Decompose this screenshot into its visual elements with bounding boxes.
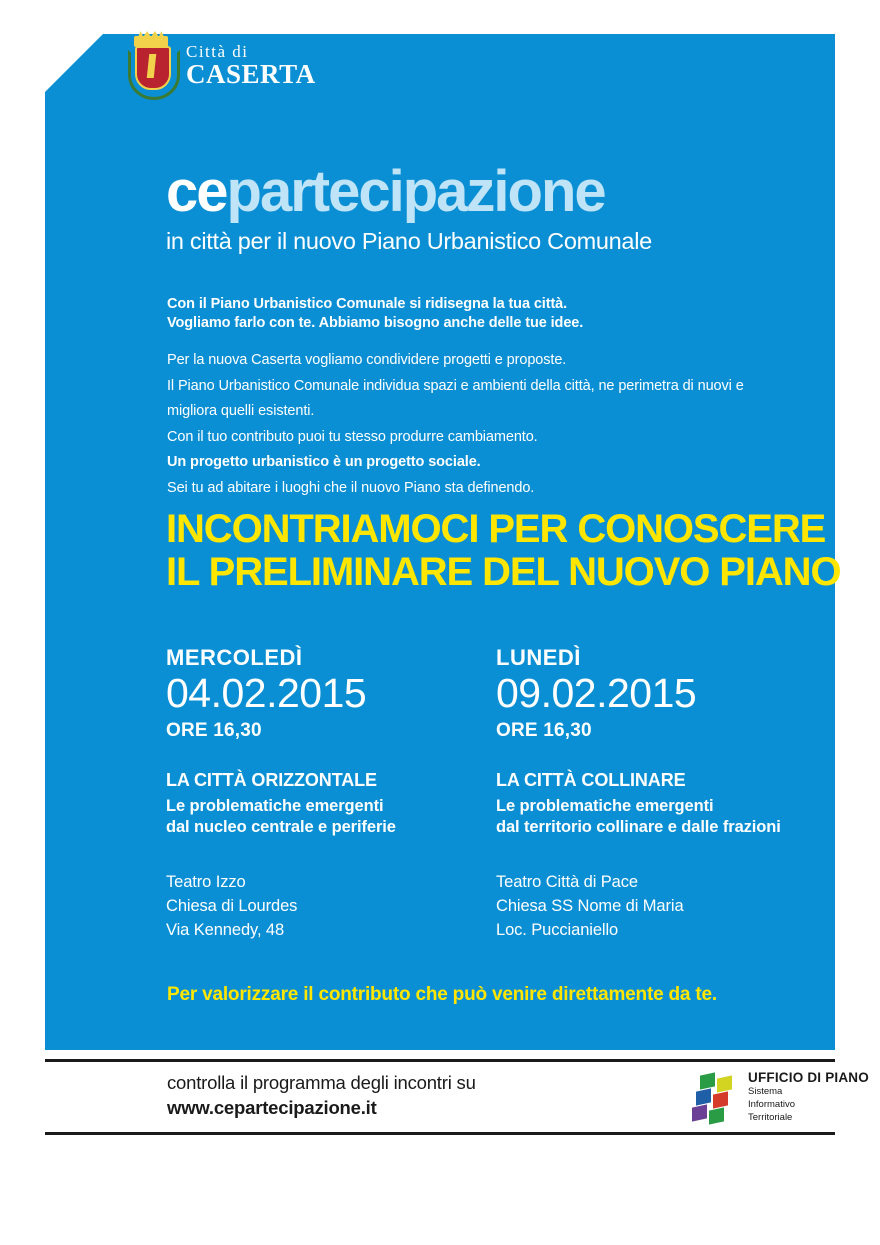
event-topic-description [496, 796, 826, 839]
event-venue-line: Teatro Izzo [166, 872, 246, 891]
ufficio-di-piano-logo [690, 1070, 869, 1124]
event-venue-line: Teatro Città di Pace [496, 872, 638, 891]
intro-body-line: Il Piano Urbanistico Comunale individua spazi e ambienti della città, ne perimetra di nuovi e [167, 377, 744, 394]
event-date: 04.02.2015 [166, 670, 367, 716]
event-time: ORE 16,30 [166, 720, 262, 742]
footer-website-url[interactable]: www.cepartecipazione.it [167, 1097, 377, 1118]
event-topic: LA CITTÀ ORIZZONTALE [166, 770, 377, 791]
campaign-title [166, 159, 806, 224]
event-venue-line: Via Kennedy, 48 [166, 920, 285, 939]
intro-body-line: Con il tuo contributo puoi tu stesso produrre cambiamento. [167, 428, 538, 445]
headline-line-1: INCONTRIAMOCI PER CONOSCERE [166, 507, 826, 551]
event-topic-description [166, 796, 496, 839]
footer-prompt: controlla il programma degli incontri su [167, 1072, 476, 1093]
event-topic-description-line: dal nucleo centrale e periferie [166, 818, 396, 837]
event-topic: LA CITTÀ COLLINARE [496, 770, 686, 791]
ufficio-logo-text [748, 1070, 869, 1124]
headline-line-2: IL PRELIMINARE DEL NUOVO PIANO [166, 549, 841, 594]
footer-text [167, 1072, 476, 1119]
masthead [166, 159, 806, 255]
event-column-2 [496, 645, 826, 943]
events-section [166, 645, 826, 943]
intro-body-line-bold: Un progetto urbanistico è un progetto sociale. [167, 454, 481, 471]
city-name-small: Città di [186, 41, 249, 61]
ufficio-grid-icon [690, 1072, 740, 1122]
event-topic-description-line: Le problematiche emergenti [166, 797, 384, 816]
closing-statement: Per valorizzare il contributo che può venire direttamente da te. [167, 984, 717, 1005]
city-name-big: CASERTA [186, 58, 316, 89]
headline [166, 507, 841, 594]
event-venue-line: Chiesa di Lourdes [166, 896, 298, 915]
event-topic-description-line: Le problematiche emergenti [496, 797, 714, 816]
intro-body-line: Sei tu ad abitare i luoghi che il nuovo Piano sta definendo. [167, 479, 535, 496]
ufficio-sub-3: Territoriale [748, 1111, 793, 1123]
event-day: LUNEDÌ [496, 645, 581, 670]
event-time: ORE 16,30 [496, 720, 592, 742]
intro-body-line: migliora quelli esistenti. [167, 403, 315, 420]
campaign-title-suffix: partecipazione [226, 159, 605, 224]
event-venue [166, 871, 496, 943]
city-name [186, 43, 316, 88]
event-venue-line: Chiesa SS Nome di Maria [496, 896, 684, 915]
ufficio-sub-1: Sistema [748, 1086, 783, 1097]
ufficio-sub-2: Informativo [748, 1098, 795, 1110]
event-date: 09.02.2015 [496, 670, 697, 716]
event-venue [496, 871, 826, 943]
event-topic-description-line: dal territorio collinare e dalle frazioni [496, 818, 781, 837]
intro-body [167, 351, 787, 498]
campaign-title-prefix: ce [166, 159, 227, 224]
intro-body-line: Per la nuova Caserta vogliamo condividere progetti e proposte. [167, 352, 567, 368]
footer-rule-bottom [45, 1132, 835, 1135]
event-column-1 [166, 645, 496, 943]
intro-lead-line: Con il Piano Urbanistico Comunale si ridisegna la tua città. [167, 296, 568, 312]
intro-lead-line: Vogliamo farlo con te. Abbiamo bisogno anche delle tue idee. [167, 315, 584, 331]
intro-lead [167, 296, 787, 331]
caserta-coat-of-arms-icon [128, 36, 174, 94]
city-crest-block [128, 36, 316, 94]
intro-copy [167, 296, 787, 504]
campaign-subtitle: in città per il nuovo Piano Urbanistico Comunale [166, 228, 652, 254]
footer-rule-top [45, 1059, 835, 1062]
event-venue-line: Loc. Puccianiello [496, 920, 619, 939]
event-day: MERCOLEDÌ [166, 645, 303, 670]
ufficio-title: UFFICIO DI PIANO [748, 1070, 869, 1085]
